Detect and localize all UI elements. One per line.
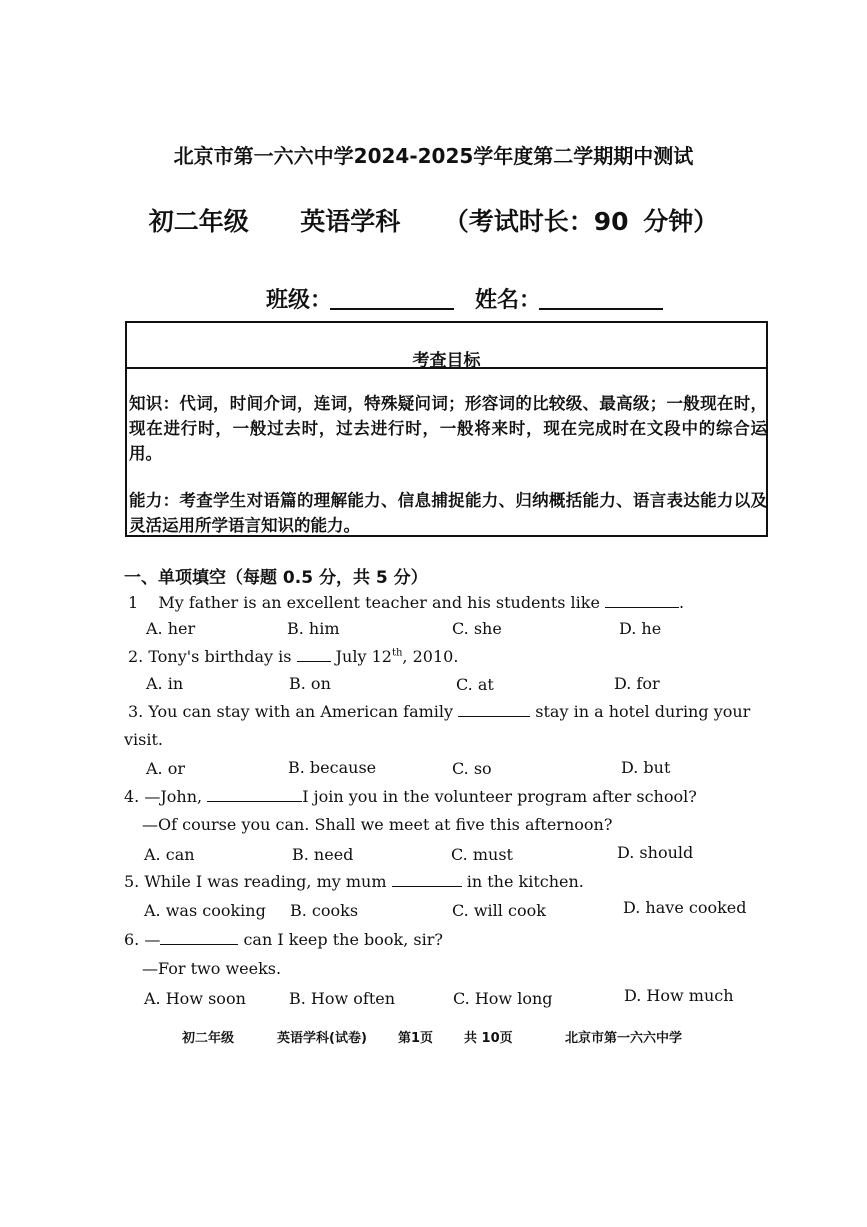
question-number: 4. <box>124 787 140 806</box>
option-b[interactable]: B. on <box>289 674 331 693</box>
question-text-end: can I keep the book, sir? <box>243 930 443 949</box>
question-text-end: . <box>679 593 685 612</box>
ordinal-suffix: th <box>391 647 403 659</box>
option-a[interactable]: A. How soon <box>144 989 246 1008</box>
question-5 <box>124 872 584 891</box>
option-a[interactable]: A. was cooking <box>144 901 266 920</box>
question-4 <box>124 787 697 806</box>
answer-blank[interactable] <box>605 593 679 608</box>
answer-blank[interactable] <box>392 872 462 887</box>
answer-blank[interactable] <box>297 647 331 662</box>
option-b[interactable]: B. How often <box>289 989 396 1008</box>
objectives-box <box>125 321 768 537</box>
answer-blank[interactable] <box>207 787 302 802</box>
footer-subject: 英语学科(试卷) <box>277 1031 367 1046</box>
option-c[interactable]: C. at <box>456 675 494 694</box>
question-text-end: in the kitchen. <box>466 872 584 891</box>
option-a[interactable]: A. in <box>146 674 184 693</box>
footer-school: 北京市第一六六中学 <box>565 1031 683 1046</box>
question-3 <box>128 702 750 721</box>
option-b[interactable]: B. because <box>288 758 377 777</box>
option-d[interactable]: D. How much <box>624 986 734 1005</box>
question-4-reply: —Of course you can. Shall we meet at five this afternoon? <box>142 815 613 834</box>
exam-subtitle <box>0 202 867 238</box>
exam-title: 北京市第一六六中学2024-2025学年度第二学期期中测试 <box>173 144 694 168</box>
option-d[interactable]: D. have cooked <box>623 898 747 917</box>
question-text-end: stay in a hotel during your <box>535 702 751 721</box>
option-a[interactable]: A. can <box>144 845 195 864</box>
question-number: 1 <box>128 593 139 612</box>
objectives-title: 考查目标 <box>412 351 481 371</box>
option-a[interactable]: A. or <box>146 759 186 778</box>
question-text-year: , 2010. <box>402 647 459 666</box>
question-number: 6. <box>124 930 140 949</box>
question-3-continuation: visit. <box>124 730 163 749</box>
objectives-ability: 能力：考查学生对语篇的理解能力、信息捕捉能力、归纳概括能力、语言表达能力以及灵活运用所学语言知识的能力。 <box>129 491 767 535</box>
option-c[interactable]: C. How long <box>453 989 553 1008</box>
question-number: 2. <box>128 647 144 666</box>
option-a[interactable]: A. her <box>146 619 196 638</box>
question-2 <box>128 647 458 666</box>
objectives-knowledge: 知识：代词，时间介词，连词，特殊疑问词；形容词的比较级、最高级；一般现在时，现在进行时，一般过去时，过去进行时，一般将来时，现在完成时在文段中的综合运用。 <box>129 394 767 463</box>
question-number: 5. <box>124 872 140 891</box>
footer-grade: 初二年级 <box>182 1031 235 1046</box>
name-field[interactable] <box>539 284 663 310</box>
option-b[interactable]: B. need <box>292 845 354 864</box>
question-text-end: I join you in the volunteer program after school? <box>302 787 697 806</box>
question-6 <box>124 930 443 949</box>
option-d[interactable]: D. he <box>619 619 662 638</box>
class-field[interactable] <box>330 284 454 310</box>
answer-blank[interactable] <box>160 930 238 945</box>
duration-label: （考试时长：90 分钟） <box>443 207 719 236</box>
question-text: My father is an excellent teacher and his students like <box>158 593 600 612</box>
grade-label: 初二年级 <box>148 207 249 236</box>
footer-total: 共 10页 <box>464 1031 513 1046</box>
question-number: 3. <box>128 702 144 721</box>
question-text: While I was reading, my mum <box>144 872 387 891</box>
option-b[interactable]: B. him <box>287 619 340 638</box>
answer-blank[interactable] <box>458 702 530 717</box>
question-text-date: July 12 <box>335 647 392 666</box>
question-text: You can stay with an American family <box>148 702 454 721</box>
question-1 <box>128 593 684 612</box>
subject-label: 英语学科 <box>300 207 401 236</box>
option-b[interactable]: B. cooks <box>290 901 359 920</box>
option-c[interactable]: C. so <box>452 759 492 778</box>
option-c[interactable]: C. will cook <box>452 901 546 920</box>
question-text: Tony's birthday is <box>148 647 292 666</box>
class-label: 班级： <box>266 288 333 313</box>
option-c[interactable]: C. must <box>451 845 513 864</box>
section-heading: 一、单项填空（每题 0.5 分，共 5 分） <box>124 568 428 588</box>
option-d[interactable]: D. but <box>621 758 671 777</box>
option-d[interactable]: D. for <box>614 674 660 693</box>
option-d[interactable]: D. should <box>617 843 694 862</box>
question-text: —John, <box>144 787 203 806</box>
question-text: — <box>144 930 161 949</box>
option-c[interactable]: C. she <box>452 619 502 638</box>
footer-page: 第1页 <box>398 1031 434 1046</box>
question-6-reply: —For two weeks. <box>142 959 282 978</box>
name-label: 姓名： <box>475 288 542 313</box>
